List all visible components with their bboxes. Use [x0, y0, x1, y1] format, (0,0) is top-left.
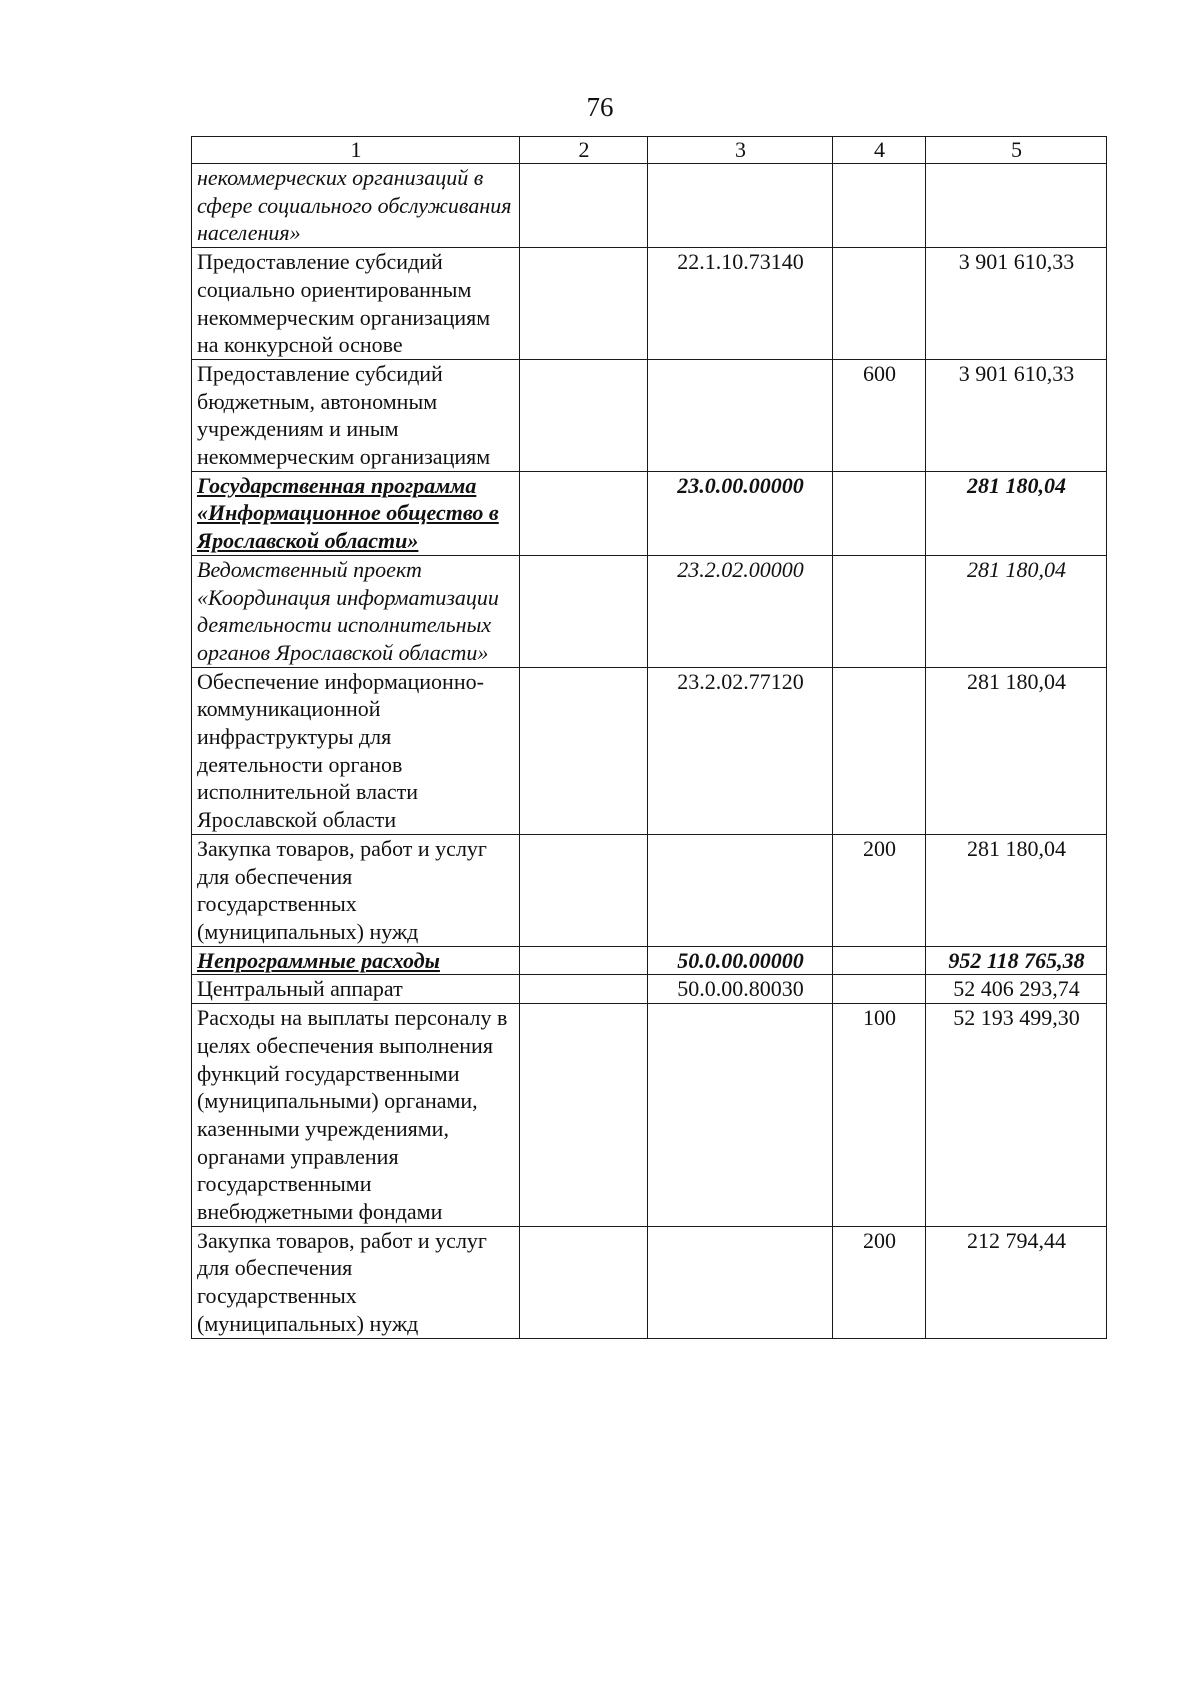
- budget-table: [191, 136, 1107, 1339]
- amount-cell: 281 180,04: [926, 555, 1107, 667]
- table-row: [192, 248, 1107, 360]
- table-row: [192, 1226, 1107, 1338]
- column-2-cell: [520, 359, 648, 471]
- name-cell: Обеспечение информационно-коммуникационной инфраструктуры для деятельности органов исполнительной власти Ярославской области: [192, 667, 520, 834]
- target-code-cell: 50.0.00.00000: [648, 946, 833, 975]
- target-code-cell: [648, 164, 833, 248]
- expense-type-cell: 200: [833, 1226, 926, 1338]
- table-row: [192, 164, 1107, 248]
- expense-type-cell: 600: [833, 359, 926, 471]
- table-row: [192, 667, 1107, 834]
- header-cell-1: 1: [192, 137, 520, 164]
- name-cell: Закупка товаров, работ и услуг для обеспечения государственных (муниципальных) нужд: [192, 834, 520, 946]
- amount-cell: 281 180,04: [926, 471, 1107, 555]
- target-code-cell: 23.2.02.00000: [648, 555, 833, 667]
- amount-cell: 52 193 499,30: [926, 1004, 1107, 1227]
- target-code-cell: [648, 1004, 833, 1227]
- expense-type-cell: [833, 164, 926, 248]
- name-cell: Предоставление субсидий бюджетным, автономным учреждениям и иным некоммерческим организациям: [192, 359, 520, 471]
- column-2-cell: [520, 1226, 648, 1338]
- column-2-cell: [520, 1004, 648, 1227]
- name-cell: Закупка товаров, работ и услуг для обеспечения государственных (муниципальных) нужд: [192, 1226, 520, 1338]
- amount-cell: 3 901 610,33: [926, 359, 1107, 471]
- header-cell-3: 3: [648, 137, 833, 164]
- page-number: 76: [586, 92, 614, 122]
- amount-cell: 952 118 765,38: [926, 946, 1107, 975]
- name-cell: Ведомственный проект «Координация информатизации деятельности исполнительных органов Ярославской области»: [192, 555, 520, 667]
- name-cell: некоммерческих организаций в сфере социального обслуживания населения»: [192, 164, 520, 248]
- column-2-cell: [520, 667, 648, 834]
- header-cell-5: 5: [926, 137, 1107, 164]
- table-row: [192, 834, 1107, 946]
- column-2-cell: [520, 248, 648, 360]
- amount-cell: 212 794,44: [926, 1226, 1107, 1338]
- amount-cell: 52 406 293,74: [926, 975, 1107, 1004]
- column-2-cell: [520, 471, 648, 555]
- amount-cell: 281 180,04: [926, 834, 1107, 946]
- expense-type-cell: 100: [833, 1004, 926, 1227]
- target-code-cell: 50.0.00.80030: [648, 975, 833, 1004]
- expense-type-cell: [833, 471, 926, 555]
- name-cell: Расходы на выплаты персоналу в целях обеспечения выполнения функций государственными (муниципальными) органами, казенными учреждениями, органами управления государственными внебюджетными фондами: [192, 1004, 520, 1227]
- column-2-cell: [520, 975, 648, 1004]
- column-2-cell: [520, 164, 648, 248]
- table-row: [192, 555, 1107, 667]
- target-code-cell: 23.0.00.00000: [648, 471, 833, 555]
- target-code-cell: [648, 359, 833, 471]
- name-cell: Государственная программа «Информационное общество в Ярославской области»: [192, 471, 520, 555]
- expense-type-cell: [833, 248, 926, 360]
- expense-type-cell: [833, 946, 926, 975]
- table-header-row: [192, 137, 1107, 164]
- name-cell: Центральный аппарат: [192, 975, 520, 1004]
- target-code-cell: 23.2.02.77120: [648, 667, 833, 834]
- expense-type-cell: [833, 975, 926, 1004]
- column-2-cell: [520, 834, 648, 946]
- target-code-cell: [648, 1226, 833, 1338]
- expense-type-cell: [833, 667, 926, 834]
- target-code-cell: 22.1.10.73140: [648, 248, 833, 360]
- expense-type-cell: [833, 555, 926, 667]
- target-code-cell: [648, 834, 833, 946]
- expense-type-cell: 200: [833, 834, 926, 946]
- table-row: [192, 471, 1107, 555]
- name-cell: Непрограммные расходы: [192, 946, 520, 975]
- amount-cell: 281 180,04: [926, 667, 1107, 834]
- column-2-cell: [520, 555, 648, 667]
- table-row: [192, 1004, 1107, 1227]
- amount-cell: [926, 164, 1107, 248]
- amount-cell: 3 901 610,33: [926, 248, 1107, 360]
- header-cell-2: 2: [520, 137, 648, 164]
- column-2-cell: [520, 946, 648, 975]
- header-cell-4: 4: [833, 137, 926, 164]
- table-body: [192, 164, 1107, 1339]
- table-row: [192, 359, 1107, 471]
- name-cell: Предоставление субсидий социально ориентированным некоммерческим организациям на конкурсной основе: [192, 248, 520, 360]
- table-row: [192, 946, 1107, 975]
- table-row: [192, 975, 1107, 1004]
